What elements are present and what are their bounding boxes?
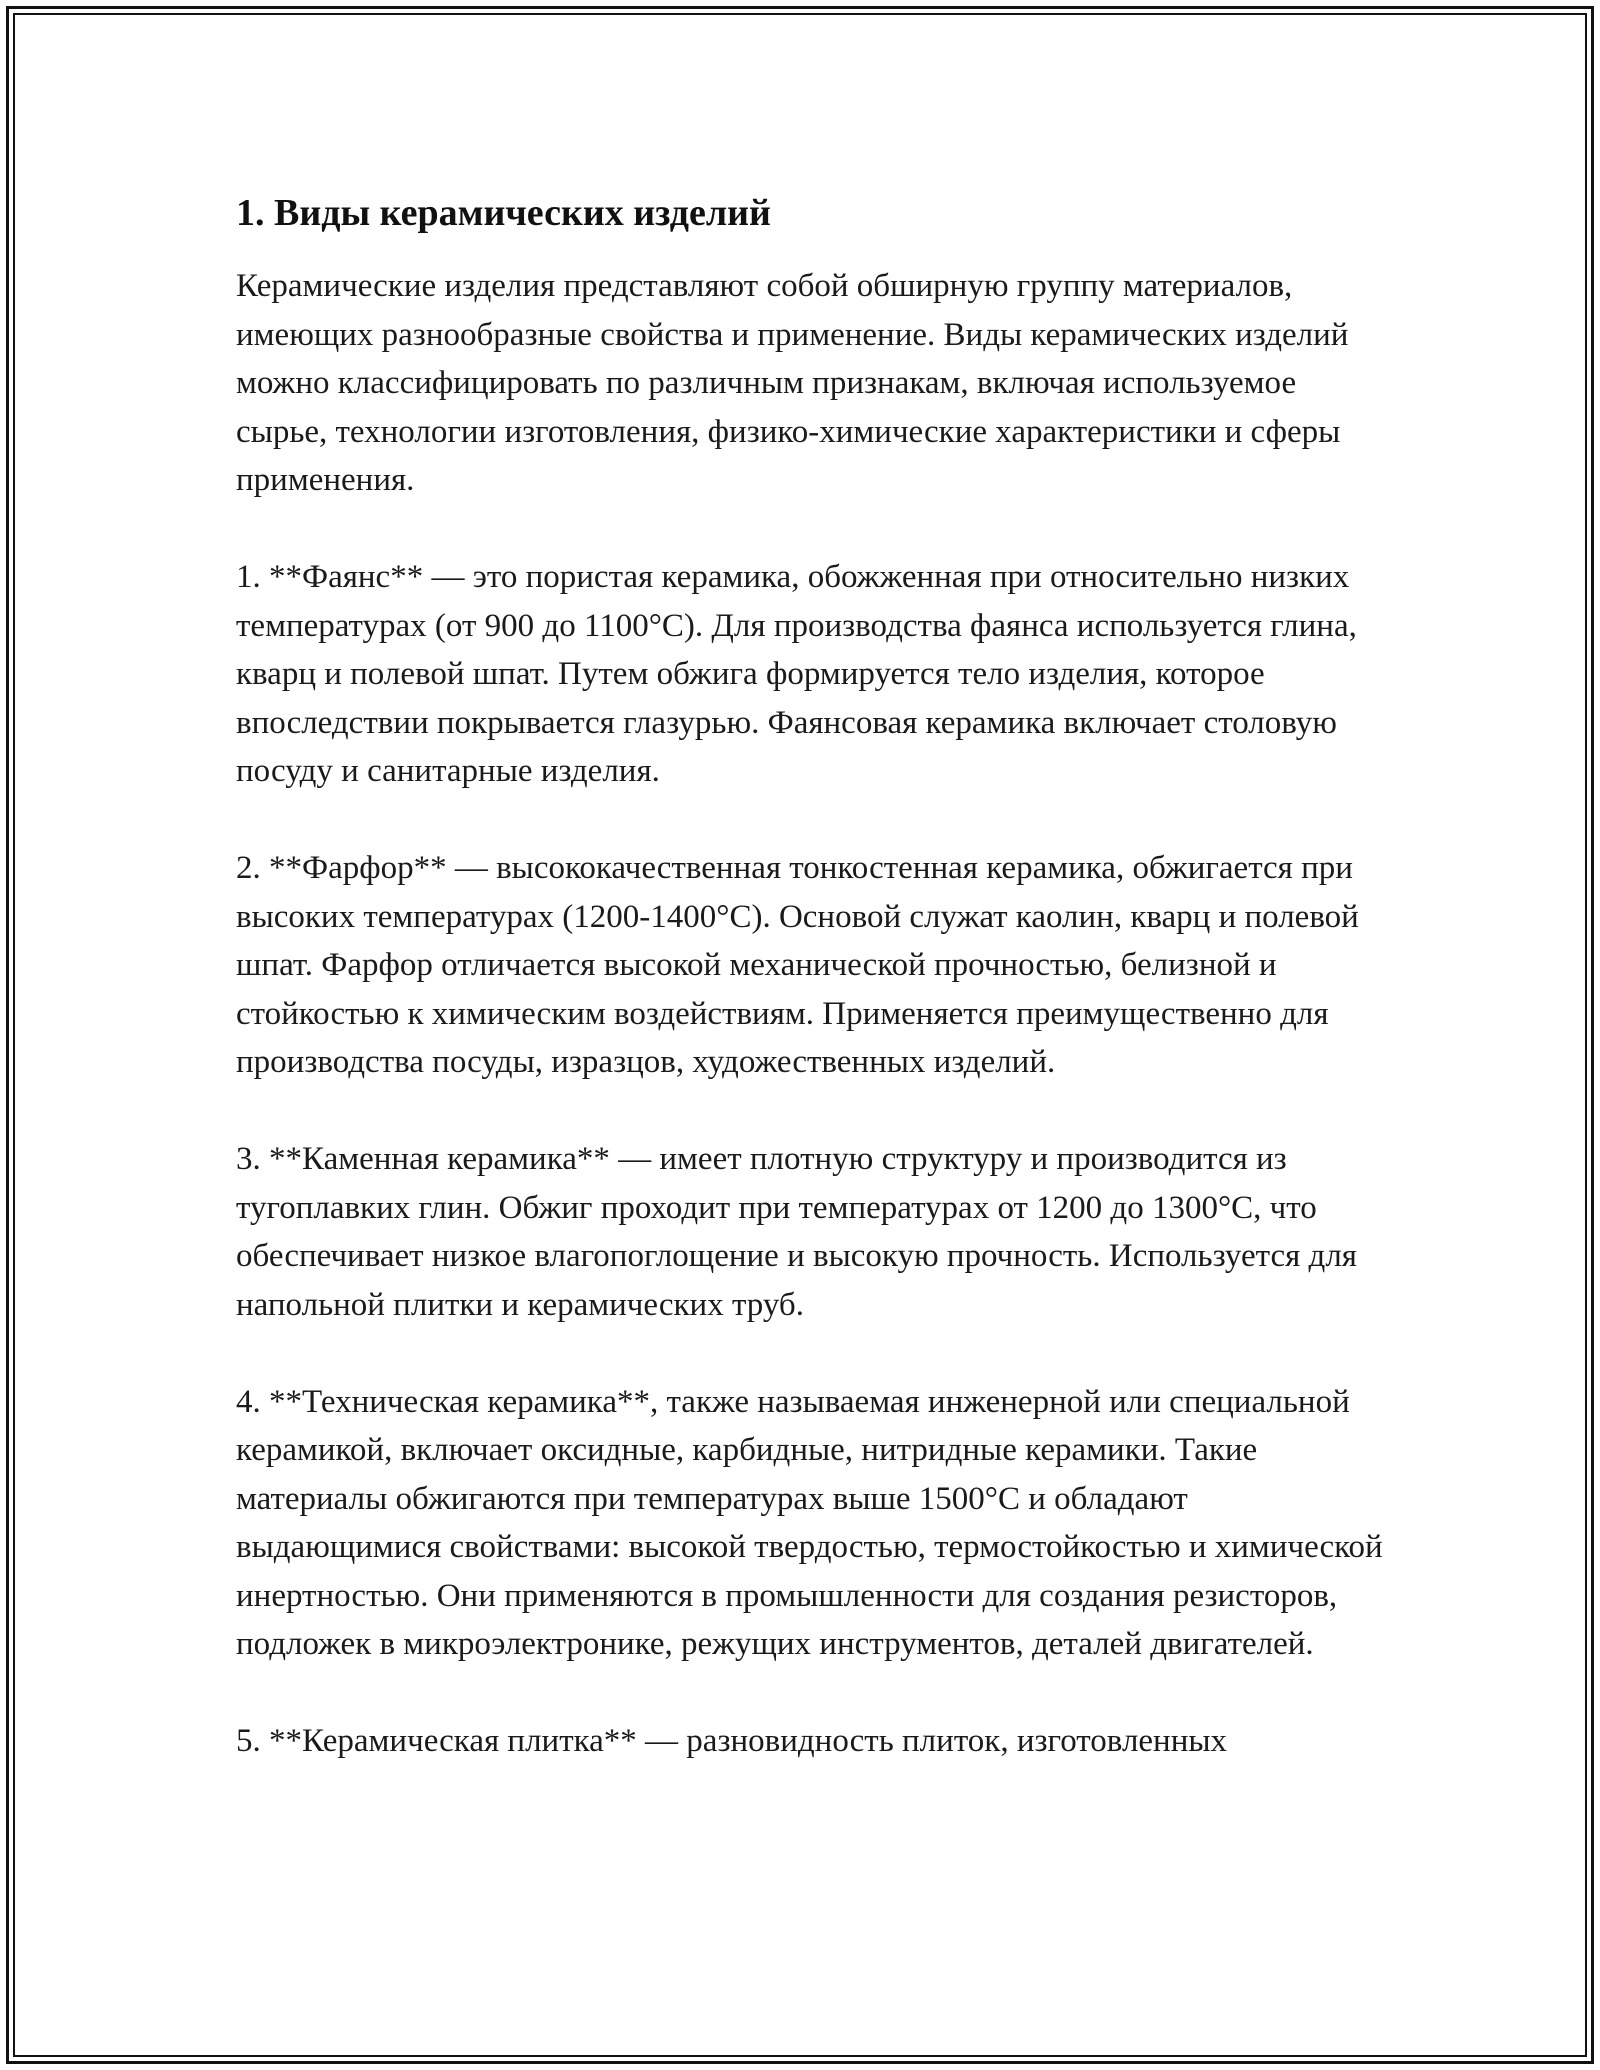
document-body [236,184,1386,1766]
intro-paragraph: Керамические изделия представляют собой обширную группу материалов, имеющих разнообразные свойства и применение. Виды керамических изделий можно классифицировать по различным признакам, включая используемое сырье, технологии изготовления, физико-химические характеристики и сферы применения. [236,268,1349,498]
section-heading: 1. Виды керамических изделий [236,192,771,234]
list-item-ceramic-tile: 5. **Керамическая плитка** — разновидность плиток, изготовленных [236,1723,1228,1759]
list-item-technical-ceramics: 4. **Техническая керамика**, также называемая инженерной или специальной керамикой, включает оксидные, карбидные, нитридные керамики. Такие материалы обжигаются при температурах выше 1500°C и обладают выдающимися свойствами: высокой твердостью, термостойкостью и химической инертностью. Они применяются в промышленности для создания резисторов, подложек в микроэлектронике, режущих инструментов, деталей двигателей. [236,1383,1383,1662]
list-item-faience: 1. **Фаянс** — это пористая керамика, обожженная при относительно низких температурах (от 900 до 1100°C). Для производства фаянса используется глина, кварц и полевой шпат. Путем обжига формируется тело изделия, которое впоследствии покрывается глазурью. Фаянсовая керамика включает столовую посуду и санитарные изделия. [236,559,1357,789]
list-item-porcelain: 2. **Фарфор** — высококачественная тонкостенная керамика, обжигается при высоких температурах (1200-1400°C). Основой служат каолин, кварц и полевой шпат. Фарфор отличается высокой механической прочностью, белизной и стойкостью к химическим воздействиям. Применяется преимущественно для производства посуды, изразцов, художественных изделий. [236,850,1359,1080]
list-item-stoneware: 3. **Каменная керамика** — имеет плотную структуру и производится из тугоплавких глин. Обжиг проходит при температурах от 1200 до 1300°C, что обеспечивает низкое влагопоглощение и высокую прочность. Используется для напольной плитки и керамических труб. [236,1141,1357,1323]
